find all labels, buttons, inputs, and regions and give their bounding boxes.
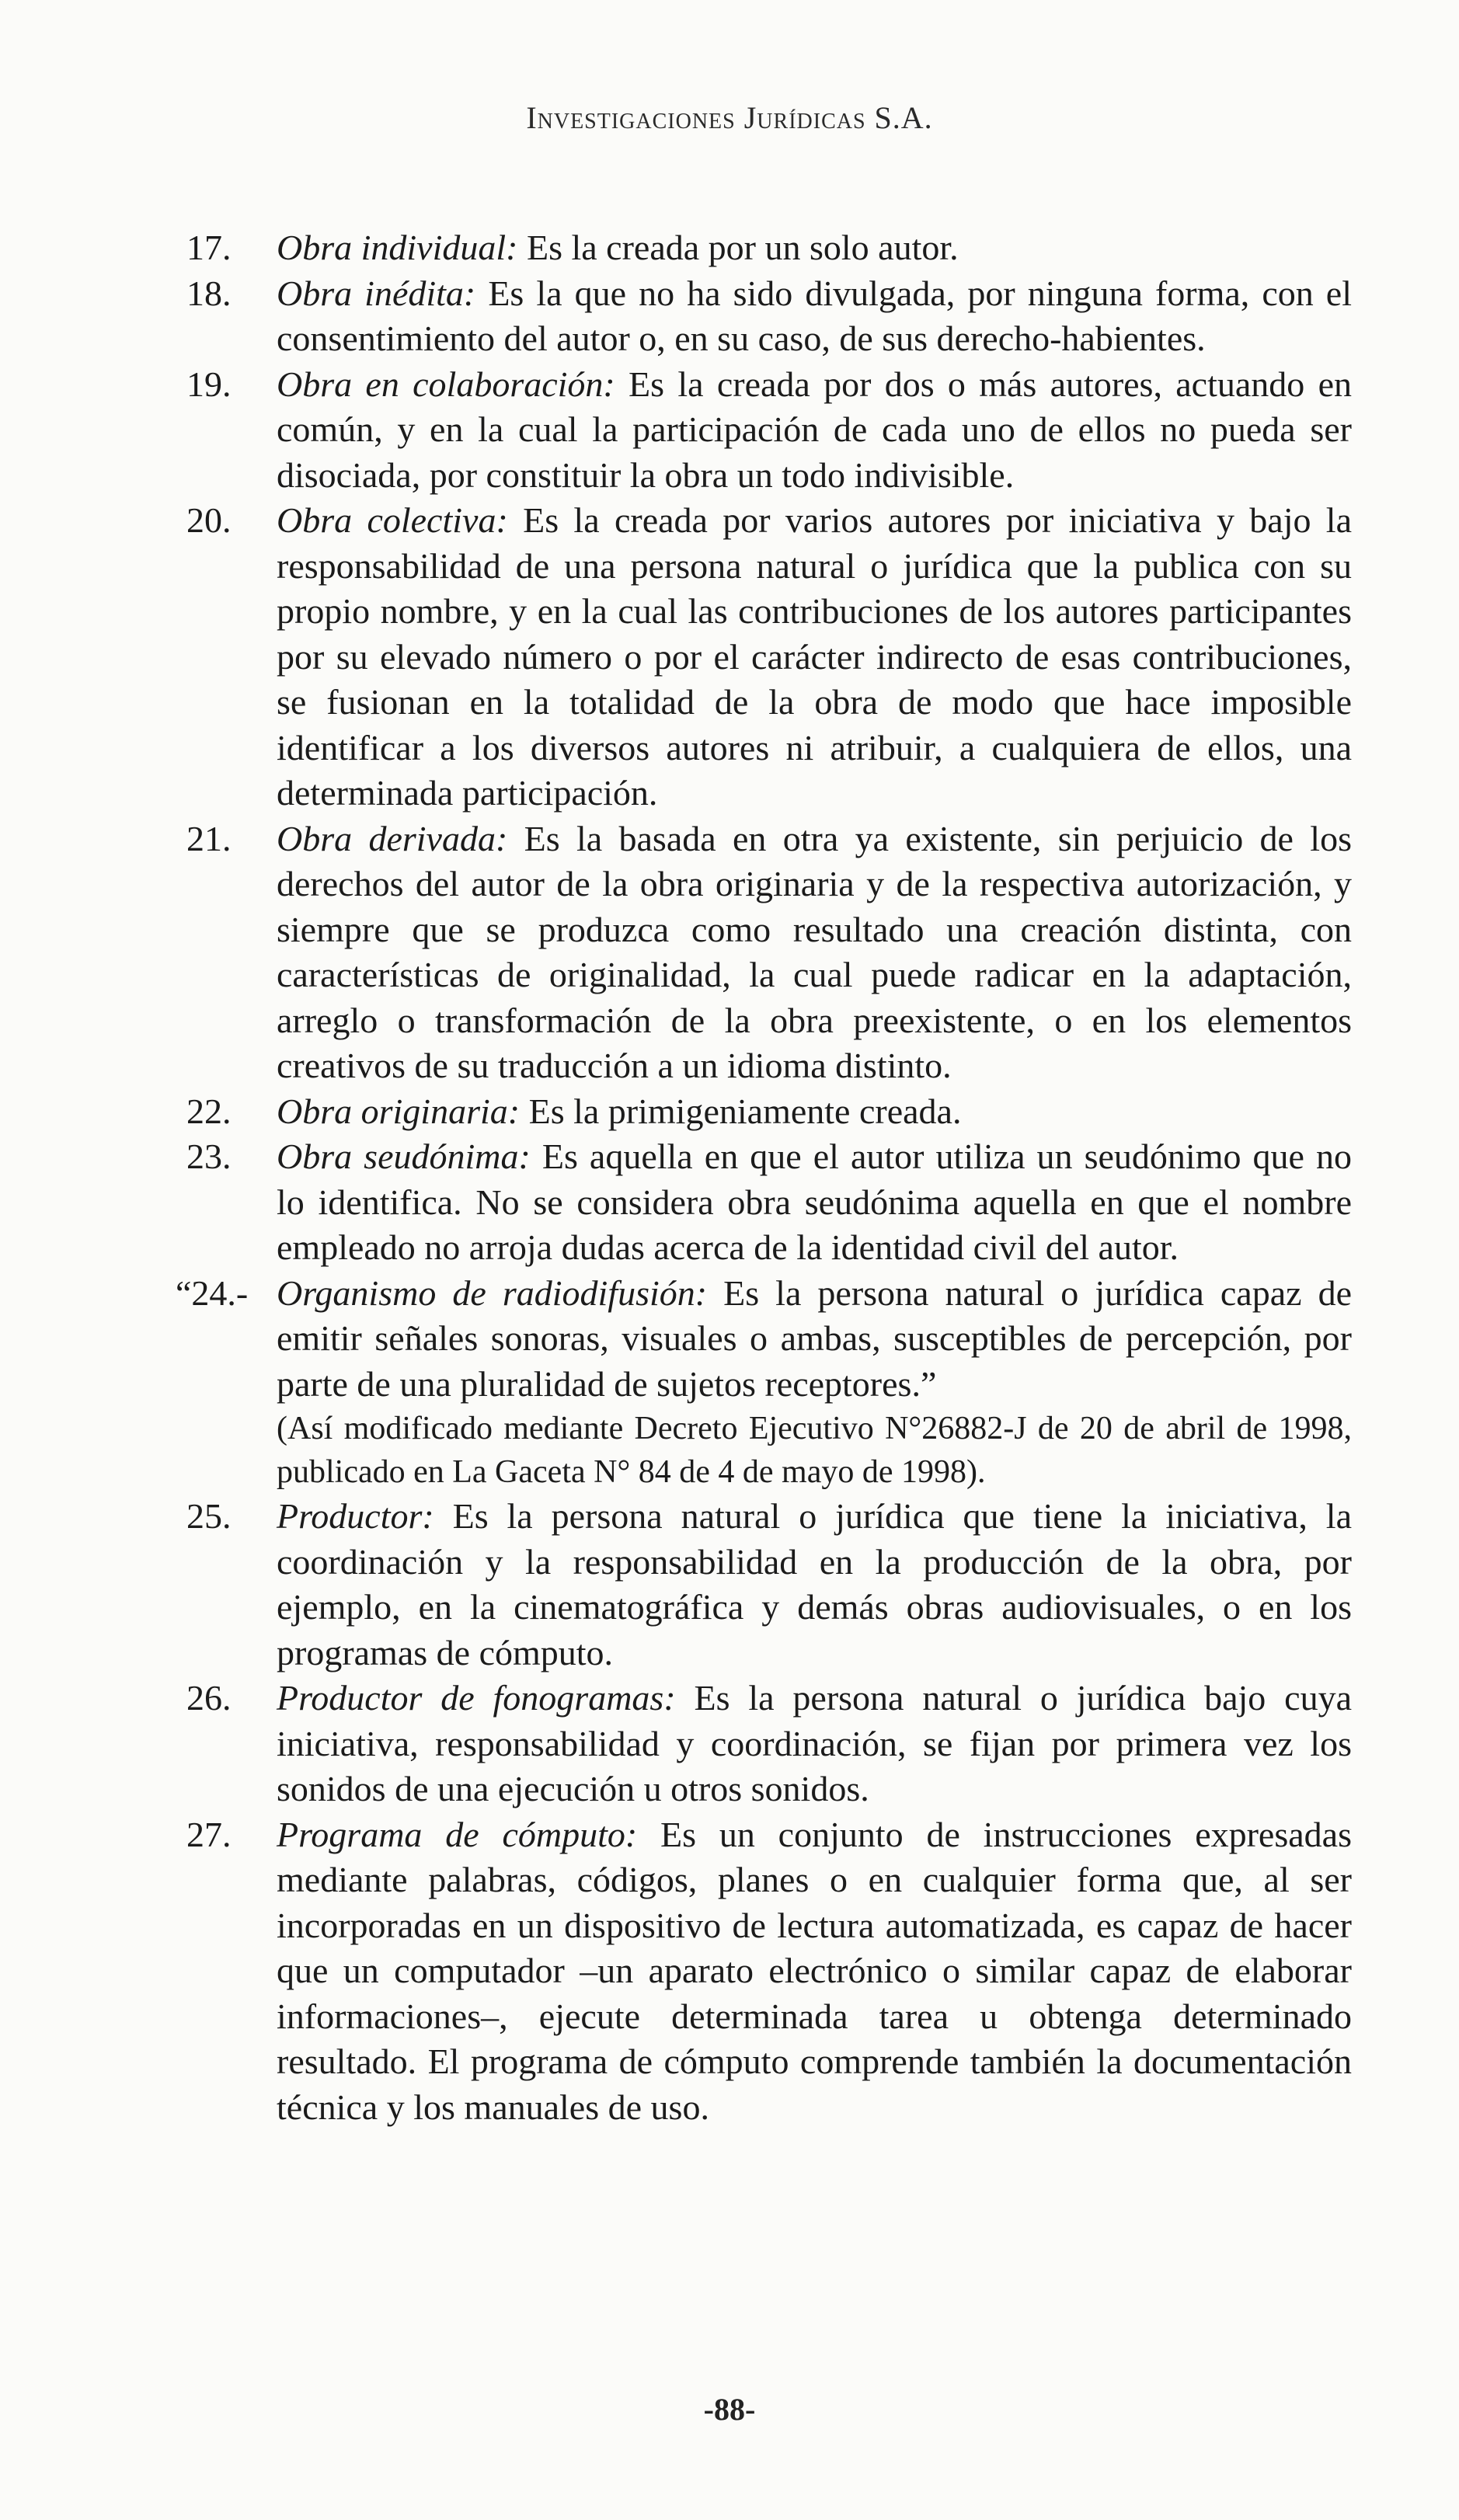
definition-term: Productor: bbox=[277, 1496, 434, 1536]
definition-number: 19. bbox=[186, 364, 232, 404]
definition-19 bbox=[186, 362, 1352, 499]
page-number: -88- bbox=[703, 2392, 756, 2427]
definition-20 bbox=[186, 498, 1352, 816]
definition-26 bbox=[186, 1676, 1352, 1812]
definition-text: Es aquella en que el autor utiliza un seudónimo que no lo identifica. No se considera obra seudónima aquella en que el nombre empleado no arroja dudas acerca de la identidad civil del autor. bbox=[277, 1136, 1352, 1267]
definition-text: Es la creada por un solo autor. bbox=[517, 228, 959, 267]
definition-term: Obra originaria: bbox=[277, 1091, 521, 1131]
definition-term: Obra individual: bbox=[277, 228, 518, 267]
definition-27 bbox=[186, 1812, 1352, 2131]
definition-number: 23. bbox=[186, 1136, 232, 1176]
definition-text: Es la persona natural o jurídica que tiene la iniciativa, la coordinación y la responsabilidad en la producción de la obra, por ejemplo, en la cinematográfica y demás obras audiovisuales, o en los programas de cómputo. bbox=[277, 1496, 1352, 1672]
definition-text: Es la creada por dos o más autores, actuando en común, y en la cual la participación de cada uno de ellos no pueda ser disociada, por constituir la obra un todo indivisible. bbox=[277, 364, 1352, 495]
definition-number: 25. bbox=[186, 1496, 232, 1536]
definition-number: 22. bbox=[186, 1091, 232, 1131]
definition-number: 18. bbox=[186, 273, 232, 313]
definition-text: Es la basada en otra ya existente, sin perjuicio de los derechos del autor de la obra originaria y de la respectiva autorización, y siempre que se produzca como resultado una creación distinta, con características de originalidad, la cual puede radicar en la adaptación, arreglo o transformación de la obra preexistente, o en los elementos creativos de su traducción a un idioma distinto. bbox=[277, 818, 1352, 1085]
definition-21 bbox=[186, 816, 1352, 1089]
definition-text: Es un conjunto de instrucciones expresadas mediante palabras, códigos, planes o en cualquier forma que, al ser incorporadas en un dispositivo de lectura automatizada, es capaz de hacer que un computador –un aparato electrónico o similar capaz de elaborar informaciones–, ejecute determinada tarea u obtenga determinado resultado. El programa de cómputo comprende también la documentación técnica y los manuales de uso. bbox=[277, 1814, 1352, 2127]
definition-17 bbox=[186, 225, 1352, 271]
definition-text: Es la que no ha sido divulgada, por ninguna forma, con el consentimiento del autor o, en su caso, de sus derecho-habientes. bbox=[277, 273, 1353, 358]
definition-24 bbox=[176, 1271, 1352, 1495]
definition-term: Programa de cómputo: bbox=[277, 1814, 638, 1854]
definition-term: Obra seudónima: bbox=[277, 1136, 531, 1176]
definition-text: Es la primigeniamente creada. bbox=[520, 1091, 962, 1131]
definition-term: Productor de fonogramas: bbox=[277, 1678, 676, 1718]
definitions-list bbox=[176, 225, 1353, 2130]
definition-text: Es la persona natural o jurídica bajo cuya iniciativa, responsabilidad y coordinación, se fijan por primera vez los sonidos de una ejecución u otros sonidos. bbox=[277, 1678, 1352, 1808]
definition-18 bbox=[186, 271, 1352, 362]
definition-term: Obra derivada: bbox=[277, 818, 508, 858]
definition-number: 20. bbox=[186, 500, 232, 540]
definition-term: Obra inédita: bbox=[277, 273, 476, 313]
definition-number: 27. bbox=[186, 1814, 232, 1854]
definition-number: 21. bbox=[186, 818, 232, 858]
amendment-note: (Así modificado mediante Decreto Ejecutivo N°26882-J de 20 de abril de 1998, publicado en La Gaceta N° 84 de 4 de mayo de 1998). bbox=[277, 1411, 1352, 1490]
definition-term: Obra en colaboración: bbox=[277, 364, 615, 404]
definition-text: Es la creada por varios autores por iniciativa y bajo la responsabilidad de una persona natural o jurídica que la publica con su propio nombre, y en la cual las contribuciones de los autores participantes por su elevado número o por el carácter indirecto de esas contribuciones, se fusionan en la totalidad de la obra de modo que hace imposible identificar a los diversos autores ni atribuir, a cualquiera de ellos, una determinada participación. bbox=[277, 500, 1352, 813]
definition-term: Organismo de radiodifusión: bbox=[277, 1272, 708, 1313]
running-head: Investigaciones Jurídicas S.A. bbox=[526, 100, 933, 135]
definition-23 bbox=[186, 1134, 1352, 1271]
definition-25 bbox=[186, 1494, 1352, 1676]
definition-term: Obra colectiva: bbox=[277, 500, 508, 540]
definition-number: “24.- bbox=[176, 1272, 249, 1313]
definition-text: Es la persona natural o jurídica capaz de emitir señales sonoras, visuales o ambas, susceptibles de percepción, por parte de una pluralidad de sujetos receptores.” bbox=[277, 1272, 1352, 1404]
definition-number: 26. bbox=[186, 1678, 232, 1718]
definition-22 bbox=[186, 1089, 1352, 1135]
definition-number: 17. bbox=[186, 228, 232, 267]
